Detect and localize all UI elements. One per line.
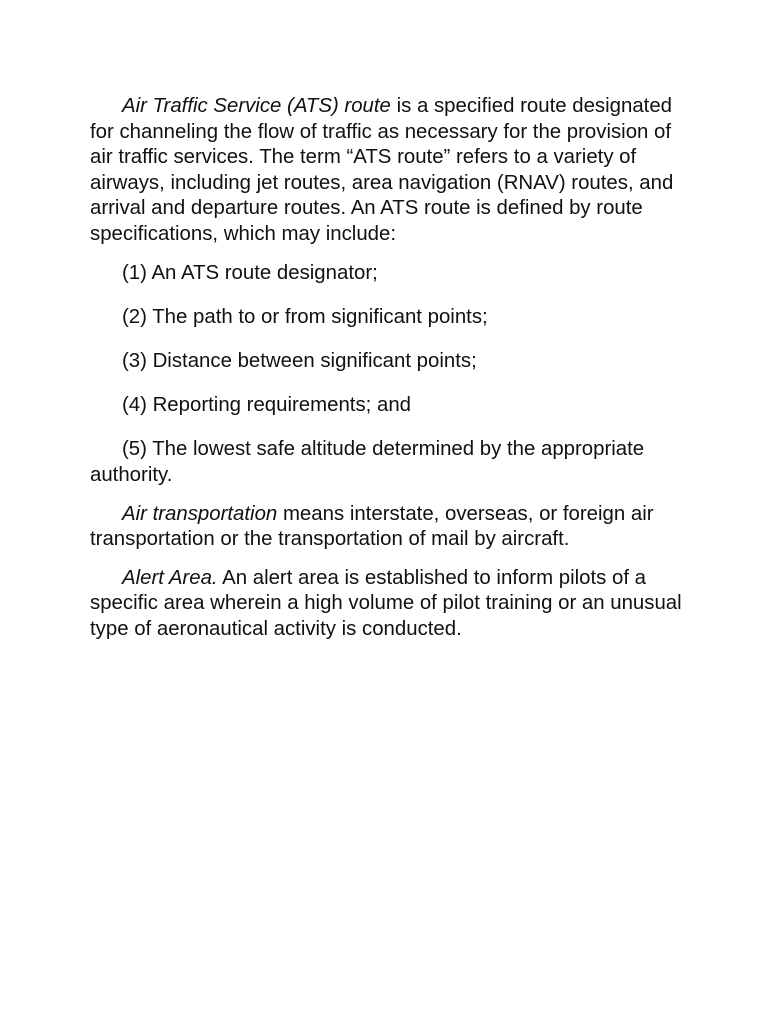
- definition-air-transportation: [90, 502, 690, 553]
- list-item: (5) The lowest safe altitude determined by the appropriate authority.: [90, 438, 645, 486]
- document-page: [90, 94, 690, 655]
- list-item: (2) The path to or from significant points;: [122, 305, 488, 328]
- definition-alert-area: [90, 566, 690, 643]
- definition-term: Air Traffic Service (ATS) route: [122, 95, 391, 117]
- list-item: (4) Reporting requirements; and: [122, 394, 412, 417]
- list-item: (1) An ATS route designator;: [122, 261, 378, 284]
- definition-term: Air transportation: [122, 502, 278, 525]
- definition-ats-route: [90, 94, 690, 248]
- definition-text: is a specified route designated for channeling the flow of traffic as necessary for the provision of air traffic services. The term “ATS route” refers to a variety of airways, including jet routes, area navigation (RNAV) routes, and arrival and departure routes. An ATS route is defined by route specifications, which may include:: [90, 95, 674, 245]
- definition-term: Alert Area.: [122, 566, 218, 589]
- list-item: (3) Distance between significant points;: [122, 349, 477, 372]
- definition-text: An alert area is established to inform pilots of a specific area wherein a high volume of pilot training or an unusual type of aeronautical activity is conducted.: [90, 566, 682, 640]
- definition-text: means interstate, overseas, or foreign air transportation or the transportation of mail by aircraft.: [90, 502, 654, 551]
